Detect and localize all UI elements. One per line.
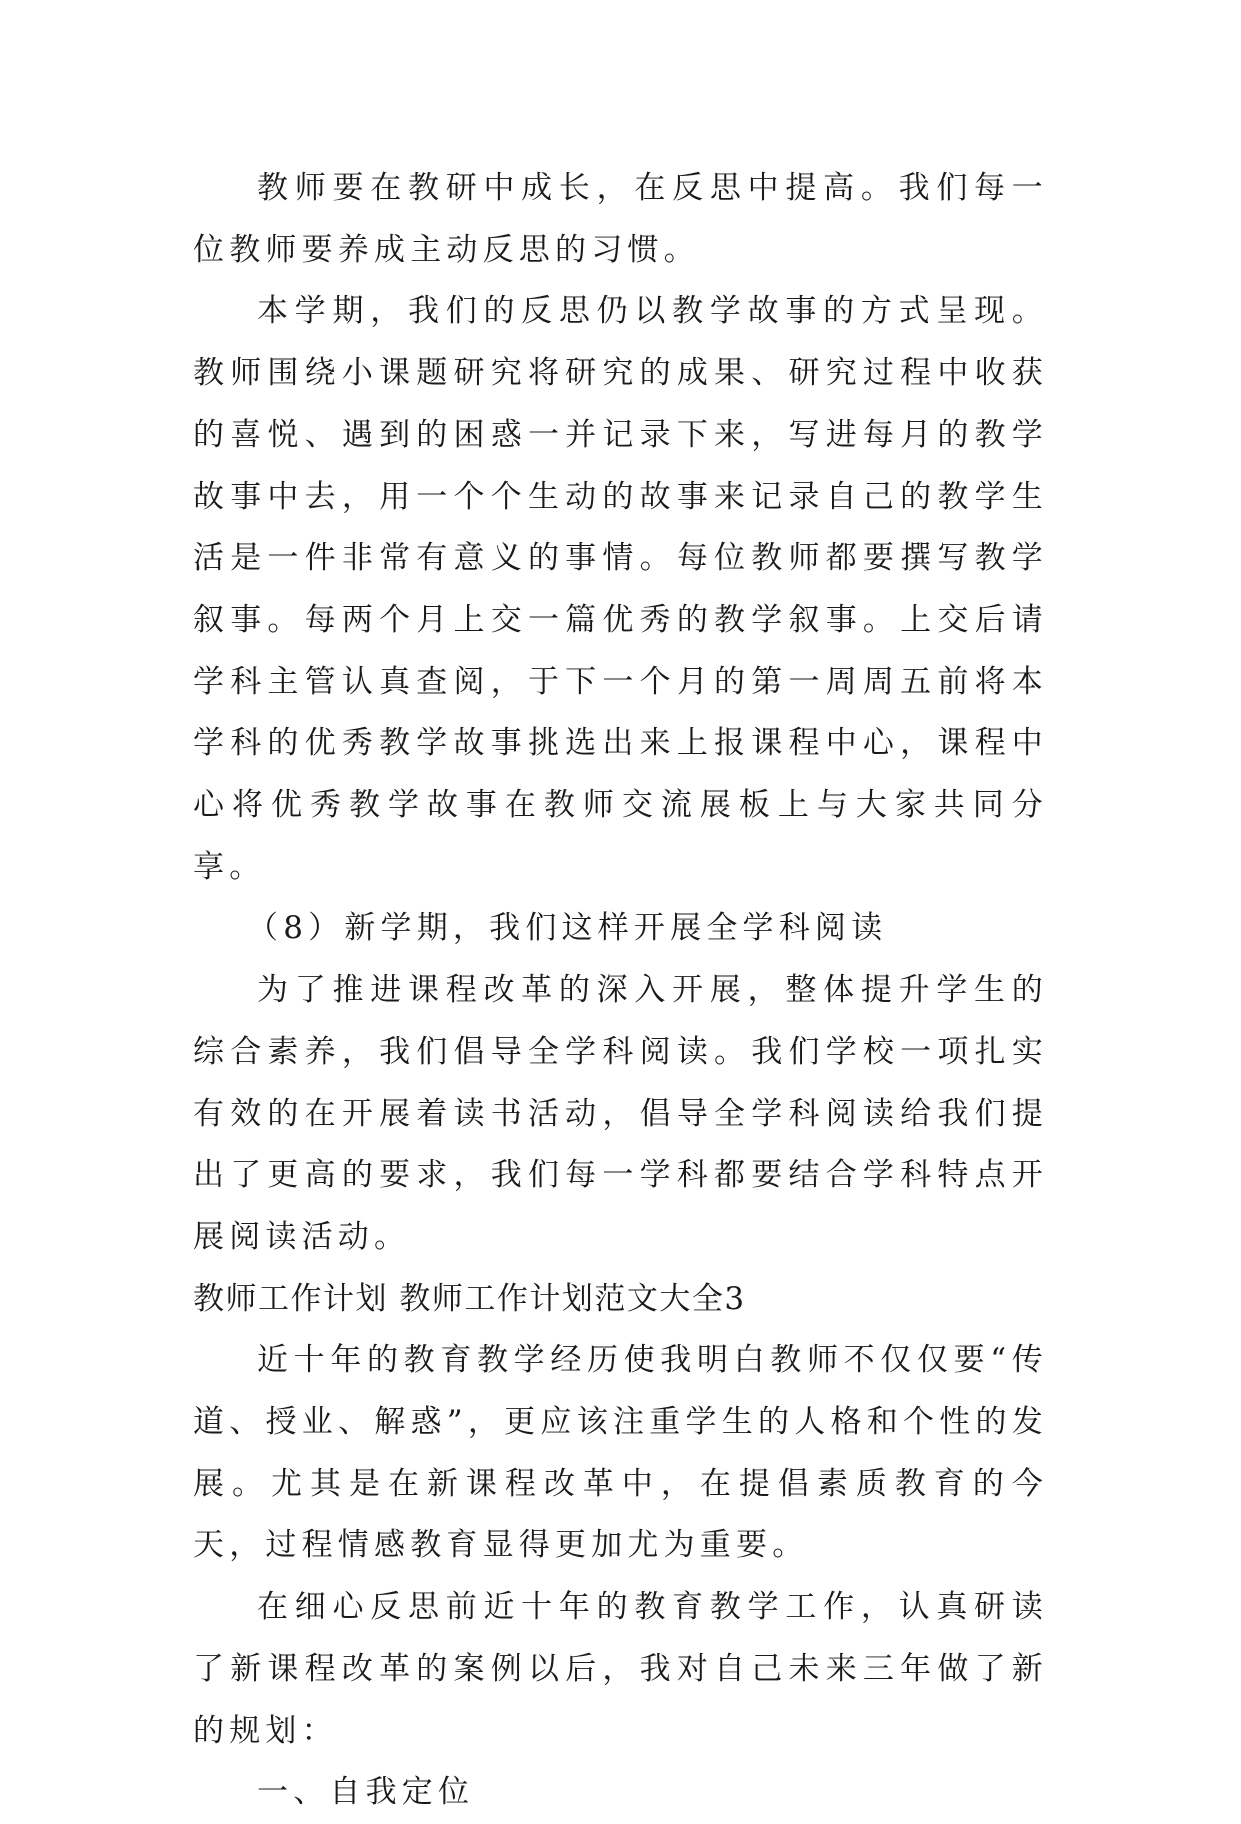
section-heading-self-positioning: 一、自我定位 bbox=[257, 1774, 475, 1811]
paragraph-future-plan: 在细心反思前近十年的教育教学工作，认真研读了新课程改革的案例以后，我对自己未来三年做了新的规划： bbox=[193, 1589, 1048, 1749]
document-title: 教师工作计划 教师工作计划范文大全3 bbox=[193, 1280, 746, 1317]
paragraph-teaching-stories: 本学期，我们的反思仍以教学故事的方式呈现。教师围绕小课题研究将研究的成果、研究过程中收获的喜悦、遇到的困惑一并记录下来，写进每月的教学故事中去，用一个个生动的故事来记录自己的教学生活是一件非常有意义的事情。每位教师都要撰写教学叙事。每两个月上交一篇优秀的教学叙事。上交后请学科主管认真查阅，于下一个月的第一周周五前将本学科的优秀教学故事挑选出来上报课程中心，课程中心将优秀教学故事在教师交流展板上与大家共同分享。 bbox=[193, 293, 1048, 885]
paragraph-teaching-experience: 近十年的教育教学经历使我明白教师不仅仅要“传道、授业、解惑”，更应该注重学生的人格和个性的发展。尤其是在新课程改革中，在提倡素质教育的今天，过程情感教育显得更加尤为重要。 bbox=[193, 1342, 1048, 1564]
paragraph-whole-subject-reading: 为了推进课程改革的深入开展，整体提升学生的综合素养，我们倡导全学科阅读。我们学校一项扎实有效的在开展着读书活动，倡导全学科阅读给我们提出了更高的要求，我们每一学科都要结合学科特点开展阅读活动。 bbox=[193, 972, 1048, 1255]
document-body bbox=[193, 158, 1048, 1824]
section-heading-reading: （8）新学期，我们这样开展全学科阅读 bbox=[247, 910, 888, 947]
paragraph-teacher-reflection: 教师要在教研中成长，在反思中提高。我们每一位教师要养成主动反思的习惯。 bbox=[193, 170, 1048, 268]
